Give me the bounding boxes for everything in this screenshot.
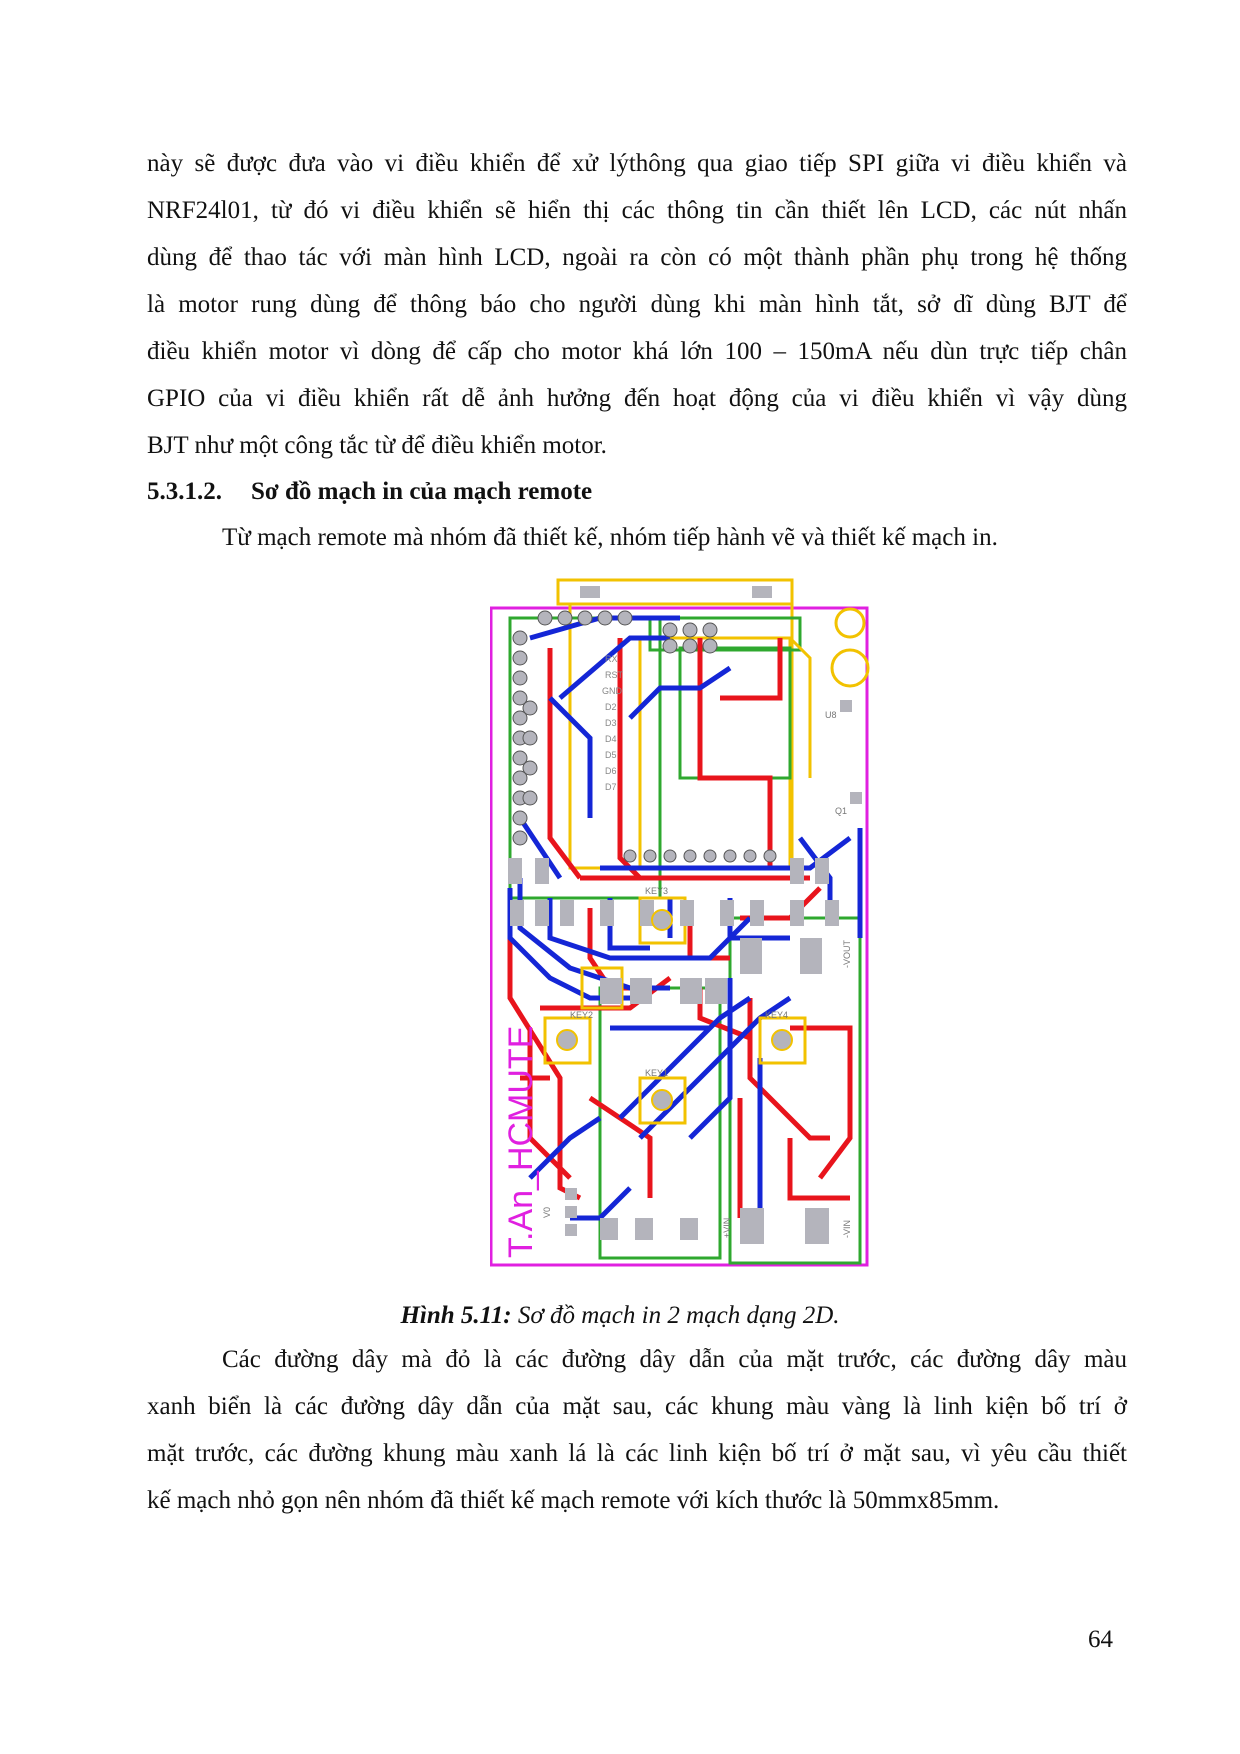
svg-text:KEY2: KEY2 — [570, 1010, 594, 1020]
section-number: 5.3.1.2. — [147, 478, 222, 505]
svg-text:KEY1: KEY1 — [645, 1068, 669, 1078]
page-number: 64 — [1088, 1626, 1113, 1653]
rf-module-outline — [680, 648, 790, 778]
pcb-layout-figure — [490, 578, 880, 1268]
svg-text:D5: D5 — [605, 750, 617, 760]
paragraph-line: kế mạch nhỏ gọn nên nhóm đã thiết kế mạch remote với kích thước là 50mmx85mm. — [147, 1487, 1000, 1514]
paragraph-line: điều khiển motor vì dòng để cấp cho motor khá lớn 100 – 150mA nếu dùn trực tiếp chân — [147, 338, 1127, 365]
pcb-layout-drawing — [490, 578, 880, 1268]
paragraph-line: mặt trước, các đường khung màu xanh lá là các linh kiện bố trí ở mặt sau, vì yêu cầu thiết — [147, 1440, 1127, 1467]
paragraph-line: GPIO của vi điều khiển rất dễ ảnh hưởng đến hoạt động của vi điều khiển vì vậy dùng — [147, 385, 1127, 412]
section-heading — [147, 472, 592, 512]
figure-caption — [0, 1296, 1240, 1336]
svg-text:RX: RX — [605, 654, 618, 664]
svg-text:-VIN: -VIN — [842, 1220, 852, 1238]
paragraph-line: BJT như một công tắc từ để điều khiển motor. — [147, 432, 607, 459]
figure-caption-text: Sơ đồ mạch in 2 mạch dạng 2D. — [511, 1302, 840, 1329]
paragraph-line: NRF24l01, từ đó vi điều khiển sẽ hiển thị các thông tin cần thiết lên LCD, các nút nhấn — [147, 197, 1127, 224]
svg-text:KEY3: KEY3 — [645, 886, 669, 896]
svg-text:Q1: Q1 — [835, 806, 848, 816]
body-paragraph-1 — [147, 140, 1127, 469]
svg-text:-VOUT: -VOUT — [842, 940, 852, 968]
section-title: Sơ đồ mạch in của mạch remote — [251, 478, 593, 505]
svg-text:U8: U8 — [825, 710, 837, 720]
paragraph-line: xanh biển là các đường dây dẫn của mặt sau, các khung màu vàng là linh kiện bố trí ở — [147, 1393, 1127, 1420]
intro-sentence: Từ mạch remote mà nhóm đã thiết kế, nhóm tiếp hành vẽ và thiết kế mạch in. — [222, 524, 998, 551]
body-paragraph-2 — [147, 1336, 1127, 1524]
lcd-row-pins — [624, 850, 776, 862]
pad — [752, 586, 772, 598]
svg-text:D2: D2 — [605, 702, 617, 712]
svg-text:D6: D6 — [605, 766, 617, 776]
svg-text:D4: D4 — [605, 734, 617, 744]
paragraph-line: dùng để thao tác với màn hình LCD, ngoài ra còn có một thành phần phụ trong hệ thống — [147, 244, 1127, 271]
mcu-header-pins — [513, 611, 632, 845]
paragraph-line: Các đường dây mà đỏ là các đường dây dẫn của mặt trước, các đường dây màu — [222, 1346, 1127, 1373]
svg-text:D7: D7 — [605, 782, 617, 792]
pad — [580, 586, 600, 598]
svg-text:V0: V0 — [542, 1206, 552, 1218]
figure-caption-label: Hình 5.11: — [400, 1302, 512, 1329]
svg-text:GND: GND — [602, 686, 622, 696]
svg-text:RST: RST — [605, 670, 623, 680]
paragraph-line: này sẽ được đưa vào vi điều khiển để xử lýthông qua giao tiếp SPI giữa vi điều khiển và — [147, 150, 1127, 177]
paragraph-line: là motor rung dùng để thông báo cho người dùng khi màn hình tắt, sở dĩ dùng BJT để — [147, 291, 1127, 318]
svg-text:+VIN: +VIN — [722, 1217, 732, 1238]
svg-text:D3: D3 — [605, 718, 617, 728]
board-label: T.An_HCMUTE — [502, 1025, 540, 1258]
svg-text:KEY4: KEY4 — [765, 1010, 789, 1020]
mcu-outline — [510, 618, 660, 898]
